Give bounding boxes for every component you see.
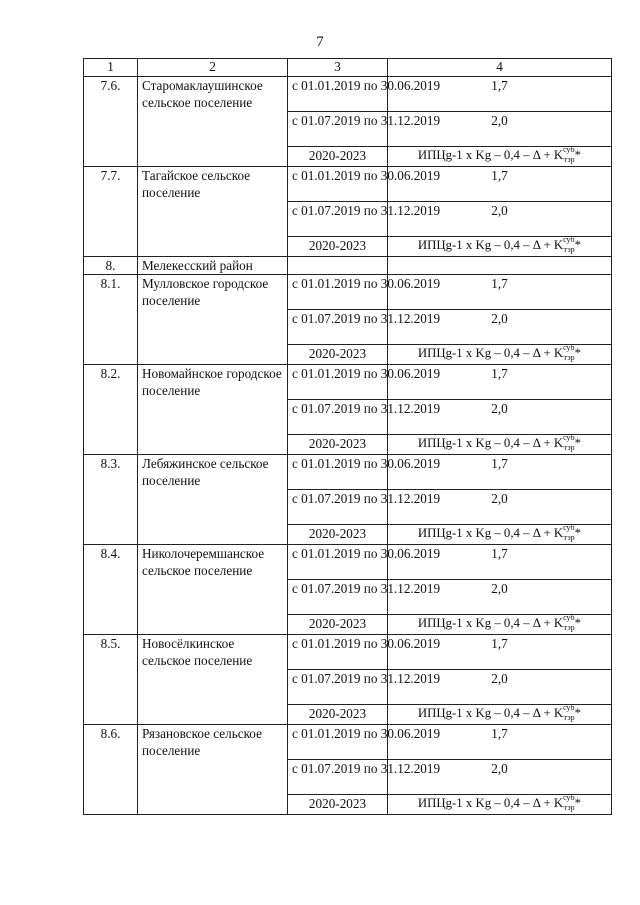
formula-subscript: тэр — [563, 713, 575, 722]
value-cell: 1,7 — [388, 725, 612, 760]
table-row — [84, 545, 612, 580]
formula-cell — [388, 435, 612, 455]
settlement-name: Новомайнское городское поселение — [138, 365, 288, 455]
table-row — [84, 365, 612, 400]
period-cell: с 01.07.2019 по 31.12.2019 — [288, 490, 388, 525]
period-cell: с 01.01.2019 по 30.06.2019 — [288, 635, 388, 670]
formula-cell — [388, 345, 612, 365]
value-cell: 2,0 — [388, 202, 612, 237]
column-header: 3 — [288, 59, 388, 77]
row-number: 7.6. — [84, 77, 138, 167]
column-header: 2 — [138, 59, 288, 77]
period-cell: 2020-2023 — [288, 237, 388, 257]
settlement-name: Старомаклаушинское сельское поселение — [138, 77, 288, 167]
value-cell: 1,7 — [388, 455, 612, 490]
formula-text: ИПЦg-1 x Kg – 0,4 – Δ + K — [417, 436, 564, 450]
row-number: 7.7. — [84, 167, 138, 257]
row-number: 8.5. — [84, 635, 138, 725]
formula-asterisk: * — [574, 148, 582, 162]
table-header-row — [84, 59, 612, 77]
table-row — [84, 77, 612, 112]
formula-asterisk: * — [574, 616, 582, 630]
period-cell: с 01.07.2019 по 31.12.2019 — [288, 760, 388, 795]
table-body — [84, 59, 612, 815]
formula-superscript: суб — [563, 793, 575, 802]
row-number: 8.1. — [84, 275, 138, 365]
formula-subscript: тэр — [563, 245, 575, 254]
row-number: 8.3. — [84, 455, 138, 545]
value-cell: 1,7 — [388, 635, 612, 670]
formula-subscript: тэр — [563, 353, 575, 362]
tariff-table — [83, 58, 612, 815]
value-cell: 1,7 — [388, 275, 612, 310]
value-cell: 2,0 — [388, 490, 612, 525]
period-cell: с 01.07.2019 по 31.12.2019 — [288, 580, 388, 615]
empty-cell — [388, 257, 612, 275]
period-cell: с 01.01.2019 по 30.06.2019 — [288, 725, 388, 760]
period-cell: 2020-2023 — [288, 705, 388, 725]
value-cell: 2,0 — [388, 580, 612, 615]
period-cell: с 01.01.2019 по 30.06.2019 — [288, 77, 388, 112]
formula-superscript: суб — [563, 235, 575, 244]
settlement-name: Николочеремшанское сельское поселение — [138, 545, 288, 635]
period-cell: с 01.07.2019 по 31.12.2019 — [288, 112, 388, 147]
period-cell: с 01.01.2019 по 30.06.2019 — [288, 365, 388, 400]
value-cell: 2,0 — [388, 400, 612, 435]
table-row — [84, 275, 612, 310]
empty-cell — [288, 257, 388, 275]
table-row — [84, 635, 612, 670]
formula-text: ИПЦg-1 x Kg – 0,4 – Δ + K — [417, 526, 564, 540]
value-cell: 2,0 — [388, 670, 612, 705]
formula-text: ИПЦg-1 x Kg – 0,4 – Δ + K — [417, 238, 564, 252]
value-cell: 1,7 — [388, 365, 612, 400]
row-number: 8.6. — [84, 725, 138, 815]
period-cell: 2020-2023 — [288, 345, 388, 365]
period-cell: с 01.01.2019 по 30.06.2019 — [288, 167, 388, 202]
period-cell: с 01.07.2019 по 31.12.2019 — [288, 202, 388, 237]
formula-cell — [388, 147, 612, 167]
formula-superscript: суб — [563, 433, 575, 442]
period-cell: 2020-2023 — [288, 525, 388, 545]
formula-asterisk: * — [574, 526, 582, 540]
formula-asterisk: * — [574, 436, 582, 450]
period-cell: 2020-2023 — [288, 615, 388, 635]
formula-subscript: тэр — [563, 155, 575, 164]
settlement-name: Лебяжинское сельское поселение — [138, 455, 288, 545]
formula-superscript: суб — [563, 343, 575, 352]
formula-asterisk: * — [574, 706, 582, 720]
period-cell: 2020-2023 — [288, 147, 388, 167]
formula-cell — [388, 795, 612, 815]
formula-subscript: тэр — [563, 803, 575, 812]
table-row — [84, 455, 612, 490]
period-cell: с 01.01.2019 по 30.06.2019 — [288, 275, 388, 310]
formula-cell — [388, 705, 612, 725]
row-number: 8. — [84, 257, 138, 275]
period-cell: 2020-2023 — [288, 795, 388, 815]
column-header: 4 — [388, 59, 612, 77]
value-cell: 2,0 — [388, 760, 612, 795]
formula-text: ИПЦg-1 x Kg – 0,4 – Δ + K — [417, 796, 564, 810]
formula-subscript: тэр — [563, 533, 575, 542]
period-cell: с 01.07.2019 по 31.12.2019 — [288, 310, 388, 345]
value-cell: 1,7 — [388, 167, 612, 202]
value-cell: 2,0 — [388, 112, 612, 147]
formula-text: ИПЦg-1 x Kg – 0,4 – Δ + K — [417, 616, 564, 630]
formula-asterisk: * — [574, 238, 582, 252]
value-cell: 1,7 — [388, 77, 612, 112]
settlement-name: Мулловское городское поселение — [138, 275, 288, 365]
formula-cell — [388, 525, 612, 545]
formula-text: ИПЦg-1 x Kg – 0,4 – Δ + K — [417, 148, 564, 162]
row-number: 8.2. — [84, 365, 138, 455]
formula-subscript: тэр — [563, 443, 575, 452]
period-cell: с 01.07.2019 по 31.12.2019 — [288, 670, 388, 705]
formula-superscript: суб — [563, 145, 575, 154]
formula-superscript: суб — [563, 523, 575, 532]
formula-cell — [388, 615, 612, 635]
settlement-name: Рязановское сельское поселение — [138, 725, 288, 815]
settlement-name: Новосёлкинское сельское поселение — [138, 635, 288, 725]
formula-text: ИПЦg-1 x Kg – 0,4 – Δ + K — [417, 706, 564, 720]
table-row — [84, 725, 612, 760]
period-cell: 2020-2023 — [288, 435, 388, 455]
period-cell: с 01.01.2019 по 30.06.2019 — [288, 545, 388, 580]
period-cell: с 01.01.2019 по 30.06.2019 — [288, 455, 388, 490]
formula-text: ИПЦg-1 x Kg – 0,4 – Δ + K — [417, 346, 564, 360]
column-header: 1 — [84, 59, 138, 77]
table-row — [84, 167, 612, 202]
formula-asterisk: * — [574, 346, 582, 360]
district-row — [84, 257, 612, 275]
period-cell: с 01.07.2019 по 31.12.2019 — [288, 400, 388, 435]
value-cell: 1,7 — [388, 545, 612, 580]
row-number: 8.4. — [84, 545, 138, 635]
settlement-name: Тагайское сельское поселение — [138, 167, 288, 257]
formula-asterisk: * — [574, 796, 582, 810]
value-cell: 2,0 — [388, 310, 612, 345]
formula-cell — [388, 237, 612, 257]
formula-superscript: суб — [563, 613, 575, 622]
district-name: Мелекесский район — [138, 257, 288, 275]
formula-superscript: суб — [563, 703, 575, 712]
page-number: 7 — [316, 34, 324, 50]
formula-subscript: тэр — [563, 623, 575, 632]
